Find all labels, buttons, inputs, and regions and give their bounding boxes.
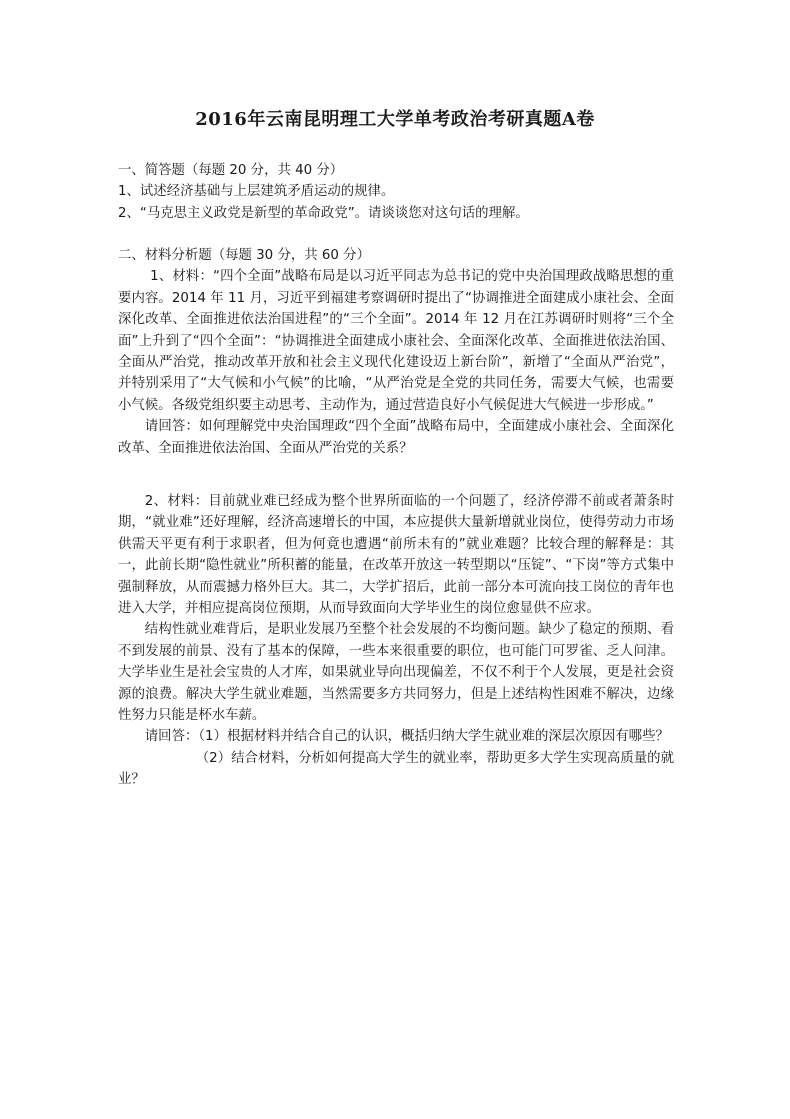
section-heading-material-analysis: 二、材料分析题（每题 30 分，共 60 分） bbox=[118, 248, 370, 263]
material-2-paragraph-1: 2、材料：目前就业难已经成为整个世界所面临的一个问题了，经济停滞不前或者萧条时期，“就业难”还好理解，经济高速增长的中国，本应提供大量新增就业岗位，使得劳动力市场供需天平更有利于求职者，但为何竟也遭遇“前所未有的”就业难题？比较合理的解释是：其一，此前长期“隐性就业”所积蓄的能量，在改革开放这一转型期以“压锭”、“下岗”等方式集中强制释放，从而震撼力格外巨大。其二，大学扩招后，此前一部分本可流向技工岗位的青年也进入大学，并相应提高岗位预期，从而导致面向大学毕业生的岗位愈显供不应求。 bbox=[118, 494, 674, 617]
material-2-question-b: （2）结合材料，分析如何提高大学生的就业率，帮助更多大学生实现高质量的就业？ bbox=[118, 750, 674, 788]
material-1-question: 请回答：如何理解党中央治国理政“四个全面”战略布局中，全面建成小康社会、全面深化改革、全面推进依法治国、全面从严治党的关系？ bbox=[118, 419, 674, 456]
section-heading-short-answer: 一、简答题（每题 20 分，共 40 分） bbox=[118, 163, 344, 178]
question-1: 1、试述经济基础与上层建筑矛盾运动的规律。 bbox=[118, 184, 395, 200]
material-2-block bbox=[118, 491, 674, 791]
material-2-question-a: 请回答：（1）根据材料并结合自己的认识，概括归纳大学生就业难的深层次原因有哪些？ bbox=[144, 729, 669, 745]
question-2: 2、“马克思主义政党是新型的革命政党”。请谈谈您对这句话的理解。 bbox=[118, 205, 529, 221]
material-1-paragraph: 1、材料：“四个全面”战略布局是以习近平同志为总书记的党中央治国理政战略思想的重要内容。2014 年 11 月，习近平到福建考察调研时提出了“协调推进全面建成小康社会、全面深化改革、全面推进依法治国进程”的“三个全面”。2014 年 12 月在江苏调研时则将“三个全面”上升到了“四个全面”：“协调推进全面建成小康社会、全面深化改革、全面推进依法治国、全面从严治党，推动改革开放和社会主义现代化建设迈上新台阶”，新增了“全面从严治党”，并特别采用了“大气候和小气候”的比喻，“从严治党是全党的共同任务，需要大气候，也需要小气候。各级党组织要主动思考、主动作为，通过营造良好小气候促进大气候进一步形成。” bbox=[118, 269, 674, 413]
section-material-analysis bbox=[118, 245, 674, 459]
material-2-paragraph-2: 结构性就业难背后，是职业发展乃至整个社会发展的不均衡问题。缺少了稳定的预期、看不到发展的前景、没有了基本的保障，一些本来很重要的职位，也可能门可罗雀、乏人问津。大学毕业生是社会宝贵的人才库，如果就业导向出现偏差，不仅不利于个人发展，更是社会资源的浪费。解决大学生就业难题，当然需要多方共同努力，但是上述结构性困难不解决，边缘性努力只能是杯水车薪。 bbox=[118, 622, 674, 724]
section-short-answer bbox=[118, 160, 674, 224]
document-title: 2016年云南昆明理工大学单考政治考研真题A卷 bbox=[195, 109, 595, 130]
